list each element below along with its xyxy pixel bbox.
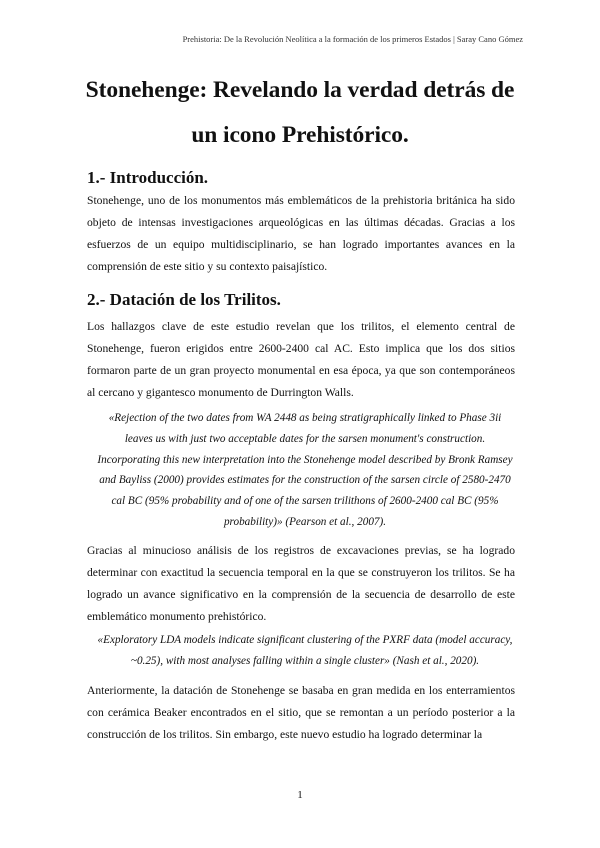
document-title: Stonehenge: Revelando la verdad detrás de un icono Prehistórico. (85, 77, 515, 148)
page-number: 1 (297, 789, 303, 801)
dating-paragraph-1: Los hallazgos clave de este estudio revelan que los trilitos, el elemento central de Stonehenge, fueron erigidos entre 2600-2400 cal AC. Esto implica que los dos sitios formaron parte de un gran proyecto monumental en esa época, ya que son contemporáneos al cercano y gigantesco monumento de Durrington Walls. (87, 320, 515, 399)
running-header: Prehistoria: De la Revolución Neolítica a la formación de los primeros Estados | Saray Cano Gómez (182, 34, 523, 44)
block-quote-nash: «Exploratory LDA models indicate significant clustering of the PXRF data (model accuracy, ~0.25), with most analyses falling within a single cluster» (Nash et al., 2020). (97, 634, 513, 667)
introduction-paragraph: Stonehenge, uno de los monumentos más emblemáticos de la prehistoria británica ha sido objeto de intensas investigaciones arqueológicas en las últimas décadas. Gracias a los esfuerzos de un equipo multidisciplinario, se han logrado importantes avances en la comprensión de este sitio y su contexto paisajístico. (87, 194, 515, 273)
block-quote-pearson: «Rejection of the two dates from WA 2448 as being stratigraphically linked to Phase 3ii leaves us with just two acceptable dates for the sarsen monument's construction. Incorporating this new interpretation into the Stonehenge model described by Bronk Ramsey and Bayliss (2000) provides estimates for the construction of the sarsen circle of 2580-2470 cal BC (95% probability and of one of the sarsen trilithons of 2600-2400 cal BC (95% probability)» (Pearson et al., 2007). (97, 412, 513, 528)
dating-paragraph-2: Gracias al minucioso análisis de los registros de excavaciones previas, se ha logrado determinar con exactitud la secuencia temporal en la que se construyeron los trilitos. Se ha logrado un avance significativo en la comprensión de la secuencia de desarrollo de este emblemático monumento prehistórico. (87, 544, 515, 623)
section-heading-introduction: 1.- Introducción. (87, 168, 209, 187)
dating-paragraph-3: Anteriormente, la datación de Stonehenge se basaba en gran medida en los enterramientos con cerámica Beaker encontrados en el sitio, que se remontan a un período posterior a la construcción de los trilitos. Sin embargo, este nuevo estudio ha logrado determinar la (87, 684, 515, 741)
section-heading-dating: 2.- Datación de los Trilitos. (87, 290, 281, 309)
